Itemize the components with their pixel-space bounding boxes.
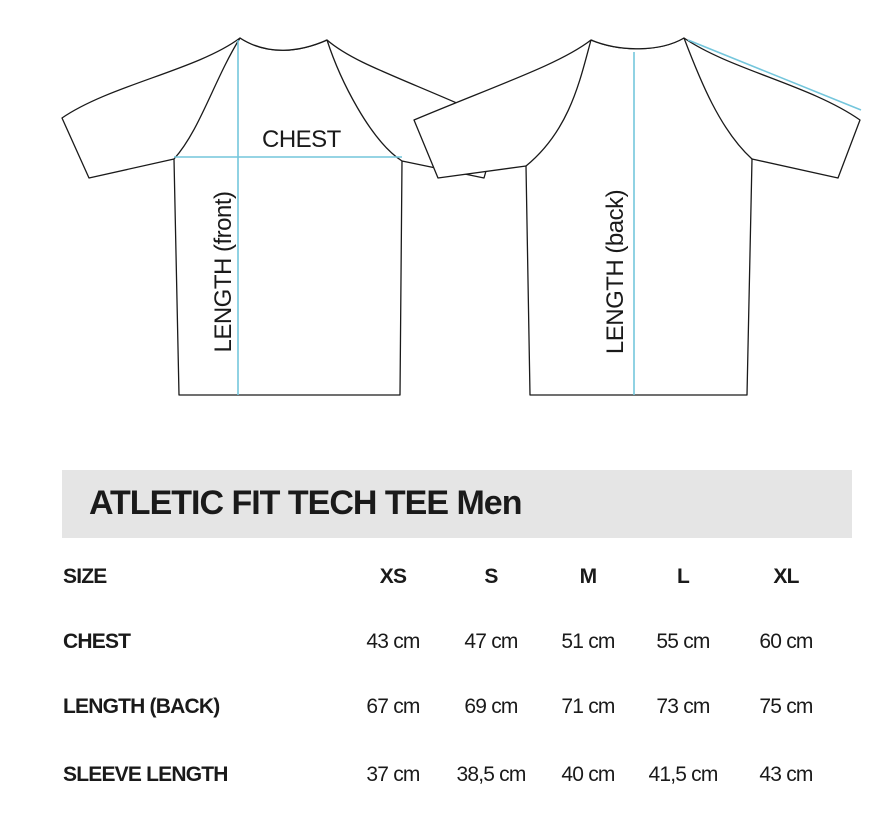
table-cell: 67 cm (366, 695, 420, 718)
table-cell: 43 cm (759, 763, 813, 786)
table-cell: 75 cm (759, 695, 813, 718)
table-cell: 51 cm (561, 630, 615, 653)
table-cell: 60 cm (759, 630, 813, 653)
table-cell: 38,5 cm (456, 763, 526, 786)
header-s: S (484, 565, 498, 588)
length-front-label: LENGTH (front) (210, 191, 237, 353)
length-back-label: LENGTH (back) (602, 189, 629, 355)
table-header-row (0, 557, 886, 597)
front-tee-outline (62, 38, 500, 395)
chest-label: CHEST (262, 126, 341, 153)
back-tee-outline (414, 38, 860, 395)
row-label: CHEST (63, 630, 131, 653)
table-cell: 40 cm (561, 763, 615, 786)
row-label: SLEEVE LENGTH (63, 763, 228, 786)
table-cell: 73 cm (656, 695, 710, 718)
table-cell: 47 cm (464, 630, 518, 653)
product-title: ATLETIC FIT TECH TEE Men (89, 484, 522, 522)
table-title-bar (62, 470, 852, 538)
header-l: L (676, 565, 690, 588)
table-row-sleeve-length (0, 755, 886, 795)
table-cell: 55 cm (656, 630, 710, 653)
header-size-label: SIZE (63, 565, 107, 588)
table-row-length-back (0, 687, 886, 727)
table-row-chest (0, 622, 886, 662)
row-label: LENGTH (BACK) (63, 695, 220, 718)
table-cell: 71 cm (561, 695, 615, 718)
table-cell: 37 cm (366, 763, 420, 786)
header-xs: XS (379, 565, 407, 588)
header-xl: XL (773, 565, 799, 588)
table-cell: 43 cm (366, 630, 420, 653)
table-cell: 69 cm (464, 695, 518, 718)
table-cell: 41,5 cm (648, 763, 718, 786)
header-m: M (579, 565, 597, 588)
